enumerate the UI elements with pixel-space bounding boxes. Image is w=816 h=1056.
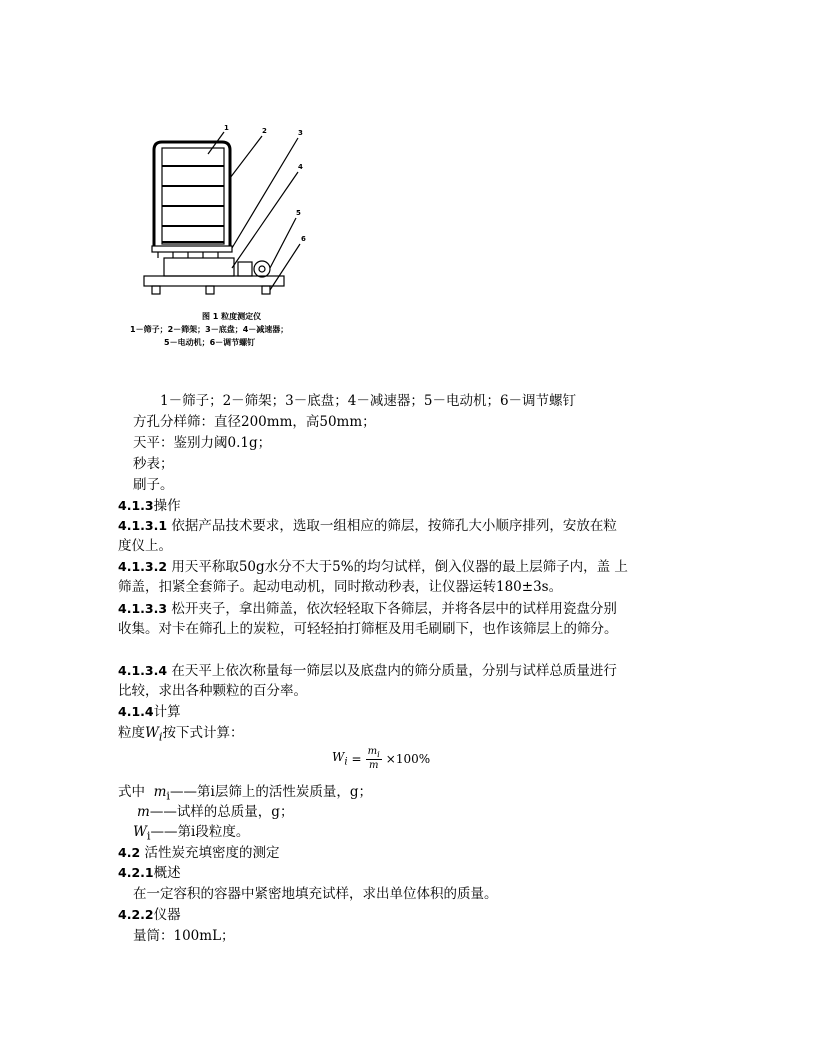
- equipment-item: 方孔分样筛：直径200mm，高50mm；: [133, 414, 376, 430]
- apparatus-figure: [118, 118, 318, 363]
- calc-intro: 粒度$W_i$按下式计算：: [118, 725, 244, 744]
- section-heading-4-2: 4.2 活性炭充填密度的测定: [118, 845, 280, 861]
- where-w-i: $W_i——$第i段粒度。: [133, 824, 250, 843]
- figure-caption-line1: 1－筛子；2－筛架；3－底盘；4－减速器；: [130, 325, 289, 334]
- callout-1: 1: [224, 124, 229, 132]
- callout-3: 3: [298, 129, 303, 137]
- paragraph-4-1-3-1: 4.1.3.1 依据产品技术要求，选取一组相应的筛层，按筛孔大小顺序排列，安放在粒度仪上。: [118, 518, 617, 554]
- formula-fraction: $\frac{m_i}{m}$: [367, 746, 380, 771]
- callout-5: 5: [296, 209, 301, 217]
- equipment-item: 天平：鉴别力阈0.1g；: [133, 435, 272, 451]
- paragraph-4-1-3-3: 4.1.3.3 松开夹子，拿出筛盖，依次轻轻取下各筛层，并将各层中的试样用瓷盘分别收集。对卡在筛孔上的炭粒，可轻轻拍打筛框及用毛刷刷下，也作该筛层上的筛分。: [118, 601, 618, 637]
- equipment-item: 量筒：100mL；: [133, 928, 235, 944]
- paragraph-4-2-1: 在一定容积的容器中紧密地填充试样，求出单位体积的质量。: [133, 886, 498, 902]
- equipment-item: 秒表；: [133, 456, 174, 472]
- formula: $W_i$ = $\frac{m_i}{m}$ ×100%: [332, 746, 431, 771]
- where-m: m——试样的总质量，g；: [137, 804, 294, 820]
- paragraph-4-1-3-2: 4.1.3.2 用天平称取50g水分不大于5%的均匀试样，倒入仪器的最上层筛子内，盖 上筛盖，扣紧全套筛子。起动电动机，同时揿动秒表，让仪器运转180±3s。: [118, 559, 628, 595]
- figure-legend: 1－筛子；2－筛架；3－底盘；4－减速器；5－电动机；6－调节螺钉: [160, 393, 577, 409]
- section-heading-4-2-1: 4.2.1概述: [118, 865, 181, 881]
- figure-caption: [118, 310, 318, 349]
- callout-2: 2: [262, 127, 267, 135]
- figure-caption-title: 图 1 粒度测定仪: [202, 312, 262, 321]
- paragraph-4-1-3-4: 4.1.3.4 在天平上依次称量每一筛层以及底盘内的筛分质量，分别与试样总质量进行比较，求出各种颗粒的百分率。: [118, 663, 617, 699]
- figure-caption-line2: 5－电动机；6－调节螺钉: [164, 338, 256, 347]
- apparatus-drawing: [118, 118, 318, 308]
- section-heading-4-2-2: 4.2.2仪器: [118, 907, 181, 923]
- equipment-item: 刷子。: [133, 477, 174, 493]
- callout-4: 4: [298, 163, 303, 171]
- callout-6: 6: [301, 235, 306, 243]
- section-heading-4-1-3: 4.1.3操作: [118, 498, 181, 514]
- where-m-i: 式中 $m_i——$第i层筛上的活性炭质量，g；: [118, 784, 372, 803]
- section-heading-4-1-4: 4.1.4计算: [118, 704, 181, 720]
